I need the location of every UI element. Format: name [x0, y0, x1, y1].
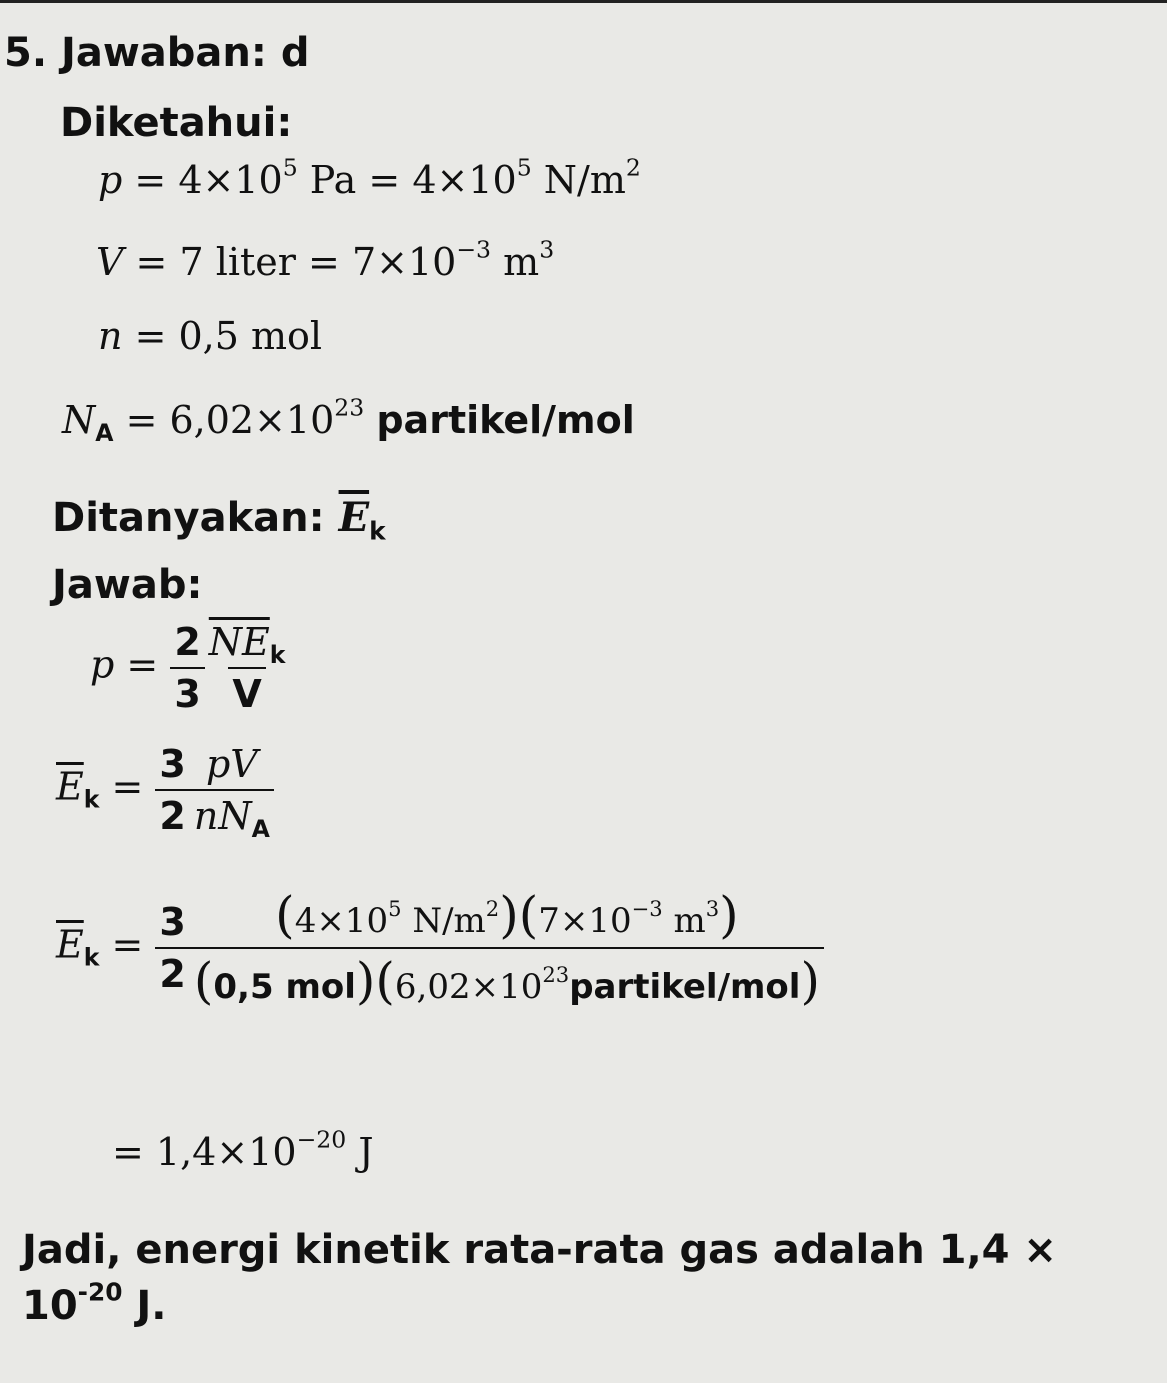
result-unit: J: [358, 1130, 374, 1174]
asked-var: $\overline{E}$: [338, 494, 370, 541]
eq3-num-b: 7×10: [538, 901, 632, 941]
eq3-num-a-unit: N/m: [412, 901, 486, 941]
given-volume: V = 7 liter = $7\times 10^{-3}$ $m^3$: [96, 235, 555, 284]
eq3-lhs-sub: k: [83, 943, 100, 972]
answer-value: d: [280, 30, 310, 76]
eq3-num-a-unit-exp: 2: [485, 896, 500, 922]
volume-value-2: 7×10: [351, 240, 457, 284]
question-number: 5.: [4, 30, 48, 76]
eq3-coef-num: 3: [159, 900, 186, 944]
volume-var: V: [96, 240, 124, 284]
eq3-num-a-exp: 5: [388, 896, 402, 922]
result-line: = $1,4\times 10^{-20}$ J: [112, 1125, 374, 1174]
eq2-lhs-sub: k: [83, 785, 100, 814]
eq1-num: [205, 620, 290, 670]
given-moles: n = 0,5 mol: [98, 314, 323, 358]
eq1-coef: [170, 620, 204, 716]
asked-sub: k: [369, 516, 386, 546]
eq3-num-a: 4×10: [294, 901, 389, 941]
equation-3: $\overline{E}_k$ = $\frac{3}{2}$ $\frac{(4\times 10^5 N/m^2)(7\times 10^{-3} m^3)}{(0,5 mol)(6,02\times 10^{23}partikel/mol)}$: [56, 886, 824, 1010]
eq3-lhs: $\overline{E}$: [56, 922, 84, 967]
eq2-coef-num: 3: [159, 742, 186, 786]
eq3-num-b-unit: m: [673, 901, 706, 941]
eq3-den-a: 0,5 mol: [213, 967, 356, 1007]
eq1-coef-den: 3: [170, 667, 204, 716]
volume-unit-exp: 3: [539, 235, 555, 264]
result-value: 1,4×10: [155, 1130, 297, 1174]
volume-value-1: 7 liter: [179, 240, 296, 284]
eq1-lhs: p: [90, 642, 115, 687]
eq2-lhs: $\overline{E}$: [56, 764, 84, 809]
conclusion-line-1: Jadi, energi kinetik rata-rata gas adalah 1,4 ×: [22, 1227, 1057, 1273]
eq3-den-b-exp: 23: [542, 962, 570, 988]
conclusion-exp: -20: [77, 1277, 123, 1307]
pressure-var: p: [98, 158, 123, 202]
avogadro-sub: A: [95, 419, 114, 448]
eq2-den-sub: A: [251, 815, 270, 844]
eq3-num: ($4\times 10^5$ $N/m^2)(7\times 10^{-3}$ $m^3$): [275, 886, 739, 944]
conclusion-line-2: [22, 1278, 1057, 1334]
volume-exp: −3: [456, 235, 492, 264]
eq2-coef: [155, 742, 189, 838]
moles-value: 0,5 mol: [178, 314, 323, 358]
equation-2: $\overline{E}_k$ = $\frac{3}{2}$ $\frac{pV}{nN_A}$: [56, 742, 274, 838]
result-exp: −20: [296, 1125, 347, 1154]
equation-1: p = $\frac{2}{3}$ $\frac{\overline{NE}_k}{V}$: [90, 620, 289, 716]
eq2-num: pV: [205, 742, 258, 786]
pressure-exp-2: 5: [516, 153, 532, 182]
eq2-den: [190, 789, 274, 844]
asked-line: [52, 494, 386, 546]
eq2-frac: [190, 742, 274, 844]
pressure-unit-exp: 2: [625, 153, 641, 182]
avogadro-value: 6,02×10: [169, 398, 335, 442]
pressure-unit-2: N/m: [543, 158, 626, 202]
given-pressure: $p = 4\times 10^5$ $Pa = 4\times 10^5$ $N/m^2$: [98, 153, 641, 202]
eq1-coef-num: 2: [174, 620, 201, 664]
page-top-border: [0, 0, 1167, 3]
eq3-coef-den: 2: [155, 947, 189, 996]
eq3-coef: [155, 900, 189, 996]
eq3-frac: [190, 886, 824, 1010]
avogadro-exp: 23: [334, 393, 365, 422]
asked-label: Ditanyakan:: [52, 495, 325, 541]
pressure-value-2: 4×10: [412, 158, 517, 202]
eq1-num-sub: k: [269, 641, 286, 670]
eq1-den: V: [228, 667, 265, 716]
eq2-coef-den: 2: [155, 789, 189, 838]
eq3-den: (0,5 $mol)(6,02\times 10^{23}partikel/mol)$: [190, 947, 824, 1010]
volume-unit: m: [503, 240, 540, 284]
eq1-frac: [205, 620, 290, 716]
pressure-value-1: 4×10: [178, 158, 283, 202]
eq3-num-b-unit-exp: 3: [705, 896, 720, 922]
eq3-num-b-exp: −3: [631, 896, 663, 922]
eq3-den-b-unit: partikel/mol: [569, 967, 801, 1007]
moles-var: n: [98, 314, 123, 358]
given-label: Diketahui:: [60, 100, 293, 146]
eq3-den-b: 6,02×10: [394, 967, 543, 1007]
avogadro-var: N: [62, 398, 96, 442]
conclusion-unit: J.: [136, 1283, 167, 1329]
answer-header: [4, 30, 309, 76]
pressure-exp-1: 5: [282, 153, 298, 182]
pressure-unit-1: Pa: [309, 158, 357, 202]
answer-label: Jawaban:: [60, 30, 267, 76]
conclusion: [22, 1222, 1057, 1334]
conclusion-value: 10: [22, 1283, 78, 1329]
solution-label: Jawab:: [52, 562, 203, 608]
given-avogadro: $N_A = 6,02\times 10^{23}$ partikel/mol: [62, 393, 635, 448]
eq2-den-text: nN: [193, 794, 252, 838]
avogadro-unit: partikel/mol: [376, 398, 635, 442]
eq1-num-text: $\overline{NE}$: [208, 620, 270, 664]
